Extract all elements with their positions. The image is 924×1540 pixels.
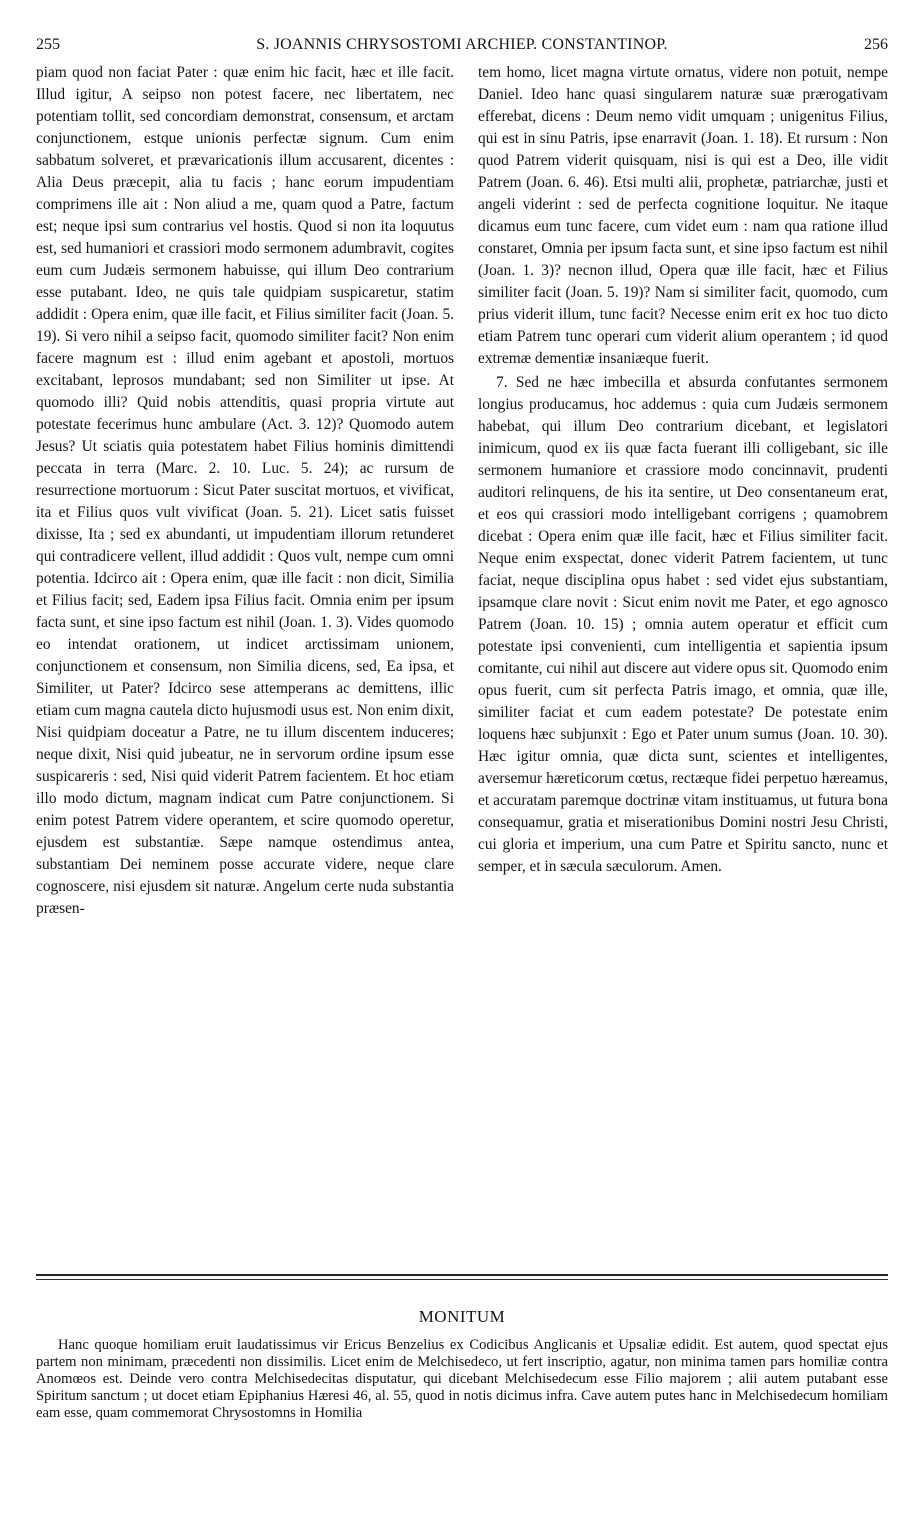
section-divider <box>36 1274 888 1282</box>
running-title: S. JOANNIS CHRYSOSTOMI ARCHIEP. CONSTANTINOP. <box>256 36 668 53</box>
page-number-right: 256 <box>864 36 888 53</box>
right-paragraph-1: tem homo, licet magna virtute ornatus, videre non potuit, nempe Daniel. Ideo hanc quasi singularem naturæ suæ prærogativam efferebat, dicens : Deum nemo vidit umquam ; unigenitus Filius, qui est in sinu Patris, ipse enarravit (Joan. 1. 18). Et rursum : Non quod Patrem viderit quisquam, nisi is qui est a Deo, ille vidit Patrem (Joan. 6. 46). Etsi multi alii, prophetæ, patriarchæ, justi et angeli viderint : sed de perfecta cognitione loquitur. Ne itaque dicamus eum tunc facere, cum videt eum : nam qua ratione illud constaret, Omnia per ipsum facta sunt, et sine ipso factum est nihil (Joan. 1. 3)? necnon illud, Opera quæ ille facit, hæc et Filius similiter facit (Joan. 5. 19)? Nam si similiter facit, quomodo, cum prius viderit illum, tunc facit? Necesse enim erit ex hoc tuo dicto etiam Patrem tunc operari cum viderit alium operantem ; id quod extremæ dementiæ insaniæque fuerit. <box>478 64 888 367</box>
monitum-paragraph: Hanc quoque homiliam eruit laudatissimus vir Ericus Benzelius ex Codicibus Anglicanis et Upsaliæ edidit. Est autem, quod spectat ejus partem non minimam, præcedenti non dissimilis. Licet enim de Melchisedeco, ut fert inscriptio, agatur, non minima tamen pars homiliæ contra Anomœos est. Deinde vero contra Melchisedecitas disputatur, qui dicebant Melchisedecum esse Filio majorem ; alii autem putabant esse Spiritum sanctum ; ut docet etiam Epiphanius Hæresi 46, al. 55, quod in notis dicimus infra. Cave autem putes hanc in Melchisedecum homiliam eam esse, quam commemorat Chrysostomns in Homilia <box>36 1337 888 1421</box>
monitum-body <box>36 1337 888 1422</box>
left-paragraph-1: piam quod non faciat Pater : quæ enim hic facit, hæc et ille facit. Illud igitur, A seipso non potest facere, nec libertatem, nec potentiam tollit, sed concordiam demonstrat, consensum, et arctam conjunctionem, estque unionis perfectæ signum. Cum enim sabbatum solveret, et prævaricationis illum accusarent, dicentes : Alia Deus præcepit, alia tu facis ; hanc eorum impudentiam comprimens ille ait : Non aliud a me, quam quod a Patre, factum est; neque ipsi sum contrarius vel hostis. Quod si non ita loquutus est, sed humaniori et crassiori modo sermonem adumbravit, cogites eum cum Judæis sermonem habuisse, qui illum Deo contrarium esse putabant. Ideo, ne quis tale quidpiam suspicaretur, statim addidit : Opera enim, quæ ille facit, et Filius similiter facit (Joan. 5. 19). Si vero nihil a seipso facit, quomodo similiter facit? Non enim facere magnum est : illud enim agebant et apostoli, mortuos excitabant, leprosos mundabant; sed non Similiter ut ipse. At quomodo illi? Quid nobis attenditis, quasi propria virtute aut potestate fecerimus hunc ambulare (Act. 3. 12)? Quomodo autem Jesus? Ut sciatis quia potestatem habet Filius hominis dimittendi peccata in terra (Marc. 2. 10. Luc. 5. 24); ac rursum de resurrectione mortuorum : Sicut Pater suscitat mortuos, et vivificat, ita et Filius quos vult vivificat (Joan. 5. 21). Licet satis fuisset dixisse, Ita ; sed ex abundanti, ut impudentiam illorum retunderet qui contradicere vellent, illud addidit : Quos vult, nempe cum omni potentia. Idcirco ait : Opera enim, quæ ille facit : non dicit, Similia et Filius facit; sed, Eadem ipsa Filius facit. Omnia enim per ipsum facta sunt, et sine ipso factum est nihil (Joan. 1. 3). Vides quomodo eo intendat orationem, ut indicet arctissimam unionem, conjunctionem et consensum, non Similia dicens, sed, Ea ipsa, et Similiter, ut Pater? Idcirco sese attemperans ac demittens, illic etiam cum magna cautela dicto hujusmodi usus est. Non enim dixit, Nisi quidpiam doceatur a Patre, ne tu illum discentem induceres; neque dixit, Nisi quid jubeatur, ne in servorum ordine ipsum esse suspicareris : sed, Nisi quid viderit Patrem facientem. Et hoc etiam illo modo dictum, magnam indicat cum Patre conjunctionem. Si enim potest Patrem videre operantem, et scire quomodo operetur, ejusdem est substantiæ. Sæpe namque ostendimus antea, substantiam Dei neminem posse accurate videre, neque clare cognoscere, nisi ejusdem sit naturæ. Angelum certe nuda substantia præsen- <box>36 64 454 917</box>
divider-thick-rule <box>36 1274 888 1276</box>
left-text-column <box>36 62 454 920</box>
page-number-left: 255 <box>36 36 60 53</box>
monitum-title: MONITUM <box>418 1307 506 1326</box>
right-text-column <box>478 62 888 878</box>
right-paragraph-2: 7. Sed ne hæc imbecilla et absurda confutantes sermonem longius producamus, hoc addemus : quia cum Judæis sermonem habebat, qui illum Deo contrarium dicebant, et legislatori inimicum, quod ex iis quæ facta fuerant illi colligebant, sic ille sermonem humaniore et crassiore modo concinnavit, prudenti auditori relinquens, de his ita sentire, ut Deo consentaneum erat, et eos qui crassiori modo intelligebant corrigens ; quamobrem dicebat : Opera enim quæ ille facit, hæc et Filius similiter facit. Neque enim exspectat, donec viderit Patrem facientem, ut tunc faciat, neque disciplina opus habet : sed videt ejus substantiam, ipsamque clare novit : Sicut enim novit me Pater, et ego agnosco Patrem (Joan. 10. 15) ; omnia autem operatur et efficit cum potestate ipsi convenienti, cum intelligentia et sapientia ipsum comitante, cui nihil aut discere aut videre opus sit. Quomodo enim opus fuerit, cum sit perfecta Patris imago, et omnia, quæ ille, similiter faciat et cum eadem potestate? De potestate enim loquens hæc subjunxit : Ego et Pater unum sumus (Joan. 10. 30). Hæc igitur omnia, quæ dicta sunt, scientes et intelligentes, aversemur hæreticorum cœtus, rectæque fidei perpetuo hæreamus, et accuratam paremque doctrinæ vitam instituamus, ut futura bona consequamur, gratia et miserationibus Domini nostri Jesu Christi, cui gloria et imperium, una cum Patre et Spiritu sancto, nunc et semper, et in sæcula sæculorum. Amen. <box>478 374 888 875</box>
page-header <box>36 36 888 60</box>
divider-thin-rule <box>36 1279 888 1280</box>
